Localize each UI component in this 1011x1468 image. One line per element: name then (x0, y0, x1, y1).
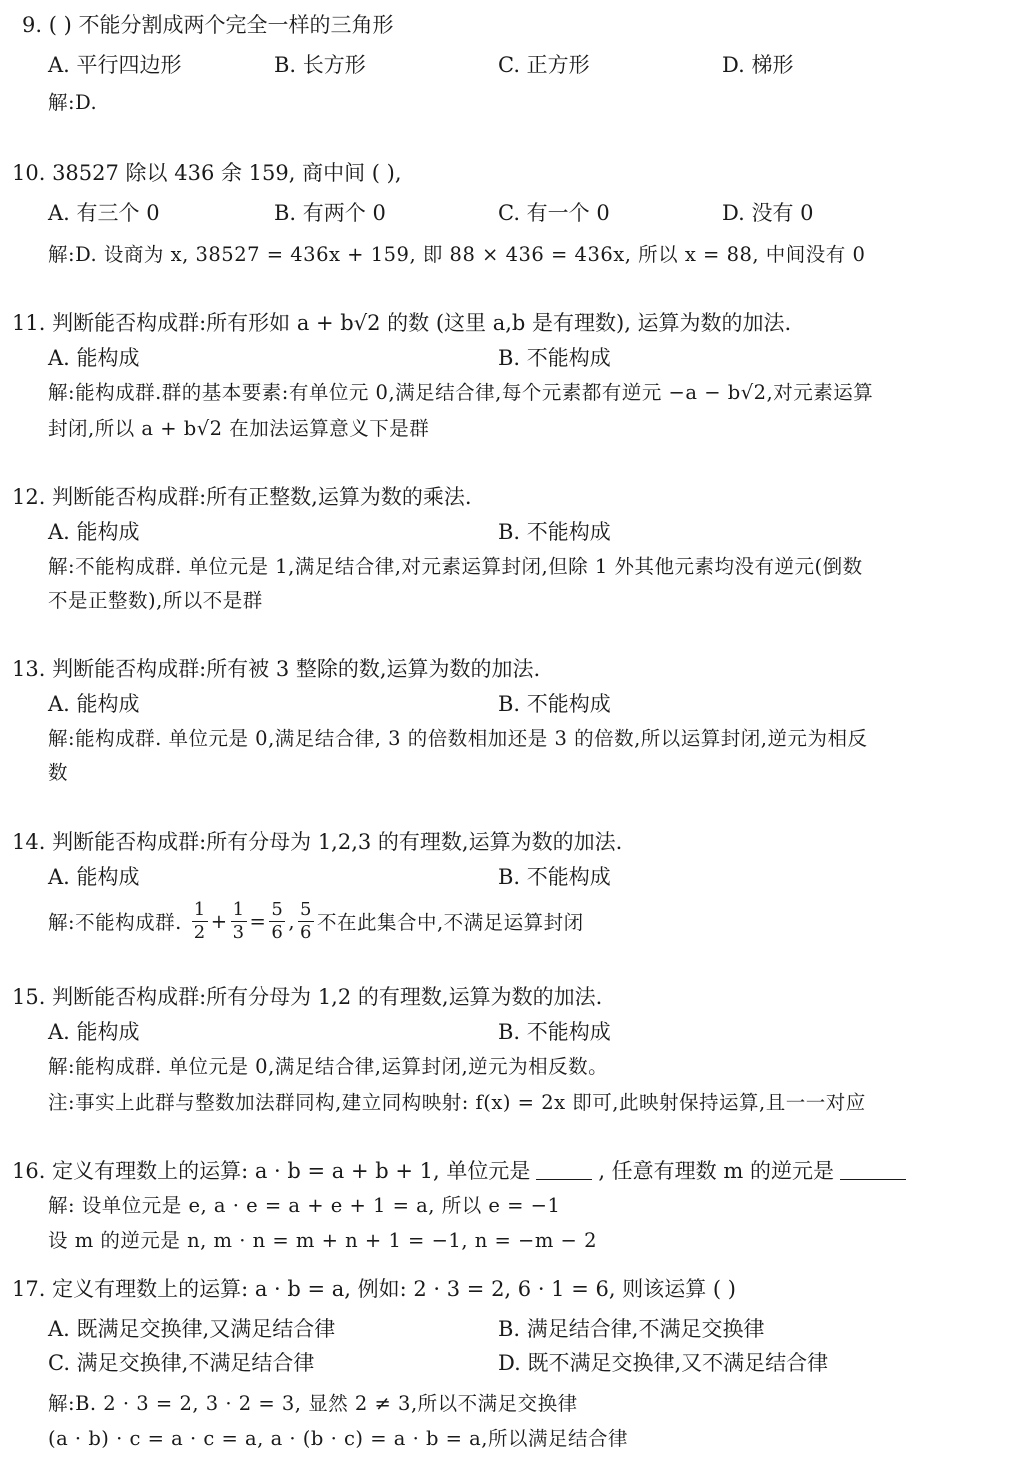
stem-part2: , 任意有理数 m 的逆元是 (598, 1159, 834, 1183)
fraction-denominator: 6 (300, 921, 312, 943)
solution-text: 解:D. 设商为 x, 38527 = 436x + 159, 即 88 × 436 = 436x, 所以 x = 88, 中间没有 0 (48, 243, 866, 266)
option-a: A. 既满足交换律,又满足结合律 (48, 1317, 336, 1341)
fraction (298, 899, 314, 944)
fraction-denominator: 6 (271, 921, 284, 943)
solution-text: 解:D. (48, 91, 98, 114)
answer-blank-2 (840, 1159, 906, 1180)
question-stem: 15. 判断能否构成群:所有分母为 1,2 的有理数,运算为数的加法. (12, 985, 603, 1009)
option-c: C. 有一个 0 (498, 201, 610, 225)
option-b: B. 不能构成 (498, 520, 611, 544)
option-b: B. 不能构成 (498, 346, 611, 370)
fraction-denominator: 2 (193, 921, 206, 943)
option-a: A. 有三个 0 (48, 201, 160, 225)
solution-prefix: 解:不能构成群. (48, 911, 182, 934)
solution-math-row (48, 893, 584, 949)
solution-text-line1: 解:能构成群. 单位元是 0,满足结合律, 3 的倍数相加还是 3 的倍数,所以运算封闭,逆元为相反 (48, 727, 868, 750)
option-a: A. 能构成 (48, 520, 140, 544)
question-stem (12, 1156, 912, 1186)
solution-text-line2: 封闭,所以 a + b√2 在加法运算意义下是群 (48, 417, 430, 440)
fraction-numerator: 5 (300, 898, 312, 920)
fraction-numerator: 1 (232, 898, 245, 920)
option-b: B. 长方形 (274, 53, 366, 77)
fraction-numerator: 5 (271, 898, 284, 920)
option-a: A. 平行四边形 (48, 53, 182, 77)
fraction (192, 899, 208, 944)
option-d: D. 没有 0 (722, 201, 814, 225)
fraction (231, 899, 247, 944)
option-b: B. 不能构成 (498, 1020, 611, 1044)
option-b: B. 有两个 0 (274, 201, 386, 225)
solution-text-line1: 解:能构成群.群的基本要素:有单位元 0,满足结合律,每个元素都有逆元 −a − b√2,对元素运算 (48, 381, 874, 404)
equals-sign: = (249, 909, 267, 933)
solution-text-line1: 解: 设单位元是 e, a · e = a + e + 1 = a, 所以 e = −1 (48, 1194, 561, 1217)
solution-text-line2: 设 m 的逆元是 n, m · n = m + n + 1 = −1, n = −m − 2 (48, 1229, 597, 1252)
option-c: C. 正方形 (498, 53, 590, 77)
fraction-numerator: 1 (193, 898, 206, 920)
question-stem: 14. 判断能否构成群:所有分母为 1,2,3 的有理数,运算为数的加法. (12, 830, 623, 854)
option-c: C. 满足交换律,不满足结合律 (48, 1351, 315, 1375)
option-b: B. 不能构成 (498, 692, 611, 716)
stem-part1: 16. 定义有理数上的运算: a · b = a + b + 1, 单位元是 (12, 1159, 531, 1183)
comma: , (288, 909, 296, 933)
fraction-denominator: 3 (232, 921, 245, 943)
option-b: B. 不能构成 (498, 865, 611, 889)
question-stem: 12. 判断能否构成群:所有正整数,运算为数的乘法. (12, 485, 472, 509)
option-b: B. 满足结合律,不满足交换律 (498, 1317, 765, 1341)
note-text: 注:事实上此群与整数加法群同构,建立同构映射: f(x) = 2x 即可,此映射保持运算,且一一对应 (48, 1091, 866, 1114)
solution-text-line1: 解:B. 2 · 3 = 2, 3 · 2 = 3, 显然 2 ≠ 3,所以不满足交换律 (48, 1392, 578, 1415)
question-stem: 13. 判断能否构成群:所有被 3 整除的数,运算为数的加法. (12, 657, 541, 681)
answer-blank-1 (536, 1159, 592, 1180)
option-d: D. 既不满足交换律,又不满足结合律 (498, 1351, 829, 1375)
solution-suffix: 不在此集合中,不满足运算封闭 (316, 911, 584, 934)
solution-text-line2: 数 (48, 761, 69, 784)
solution-text-line2: (a · b) · c = a · c = a, a · (b · c) = a · b = a,所以满足结合律 (48, 1427, 629, 1450)
solution-text-line1: 解:不能构成群. 单位元是 1,满足结合律,对元素运算封闭,但除 1 外其他元素均没有逆元(倒数 (48, 555, 863, 578)
solution-text-line2: 不是正整数),所以不是群 (48, 589, 263, 612)
question-stem: 11. 判断能否构成群:所有形如 a + b√2 的数 (这里 a,b 是有理数), 运算为数的加法. (12, 311, 792, 335)
option-a: A. 能构成 (48, 1020, 140, 1044)
solution-text: 解:能构成群. 单位元是 0,满足结合律,运算封闭,逆元为相反数。 (48, 1055, 609, 1078)
option-a: A. 能构成 (48, 346, 140, 370)
option-a: A. 能构成 (48, 692, 140, 716)
question-stem: 10. 38527 除以 436 余 159, 商中间 ( ), (12, 161, 402, 185)
question-stem: 9. ( ) 不能分割成两个完全一样的三角形 (22, 13, 394, 37)
option-d: D. 梯形 (722, 53, 794, 77)
fraction (269, 899, 285, 944)
option-a: A. 能构成 (48, 865, 140, 889)
plus-sign: + (210, 909, 228, 933)
question-stem: 17. 定义有理数上的运算: a · b = a, 例如: 2 · 3 = 2, 6 · 1 = 6, 则该运算 ( ) (12, 1277, 736, 1301)
